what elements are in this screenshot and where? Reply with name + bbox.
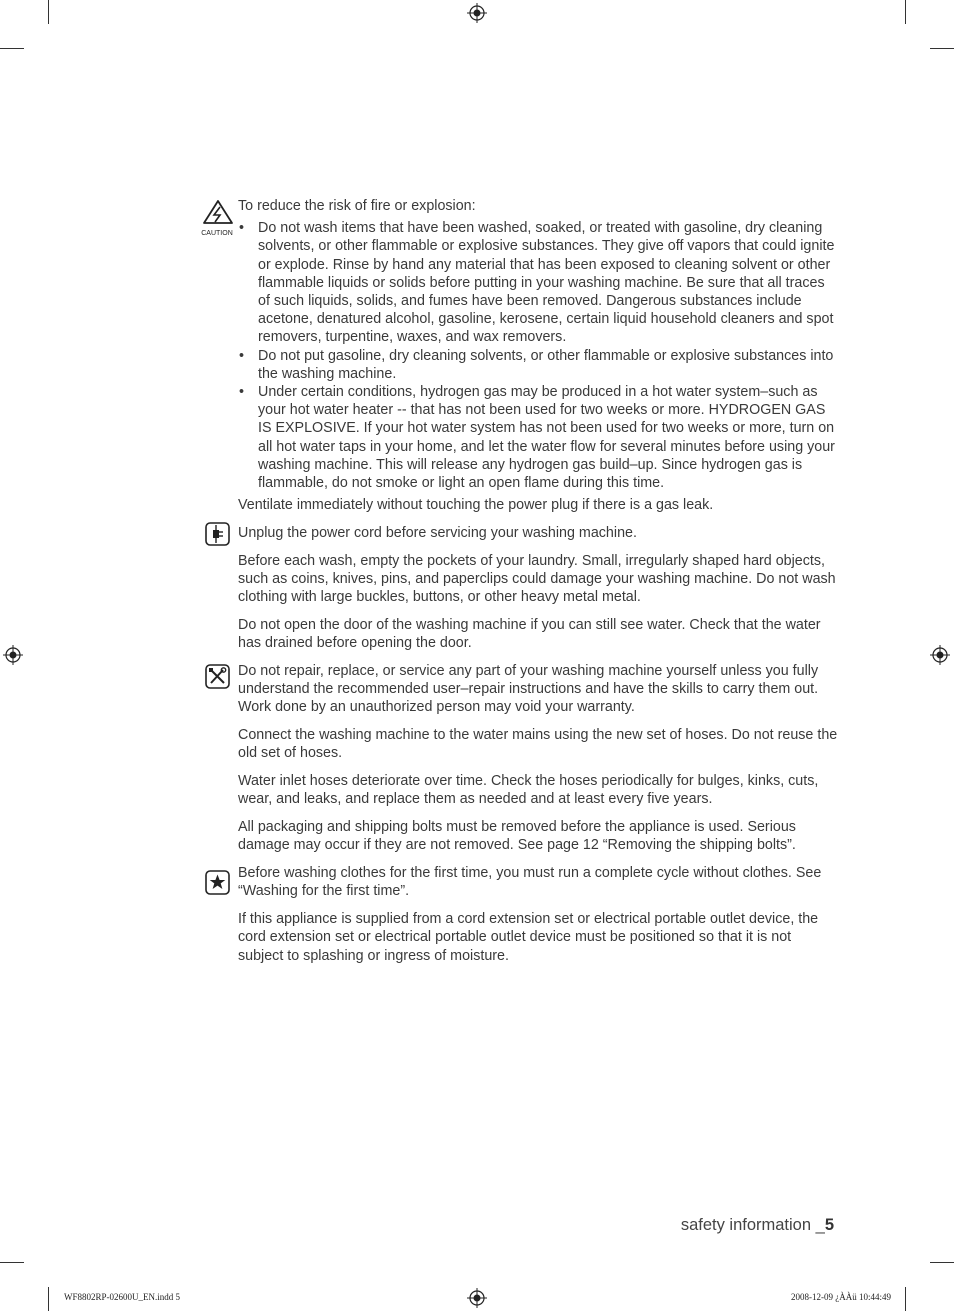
registration-mark-icon xyxy=(930,645,950,665)
caution-label: CAUTION xyxy=(201,230,233,237)
hoses-new-text: Connect the washing machine to the water mains using the new set of hoses. Do not reuse the old set of hoses. xyxy=(238,727,838,762)
caution-bullet: • Under certain conditions, hydrogen gas may be produced in a hot water system–such as your hot water heater -- that has not been used for two weeks or more. HYDROGEN GAS IS EXPLOSIVE. If your hot water system has not been used for two weeks or more, turn on all hot water taps in your home, and let the water flow for several minutes before using your washing machine. This will release any hydrogen gas build–up. Since hydrogen gas is flammable, do not smoke or light an open flame during this time. xyxy=(238,383,838,492)
first-time-text: Before washing clothes for the first time, you must run a complete cycle without clothes. See “Washing for the first time”. xyxy=(238,865,822,900)
crop-mark xyxy=(930,1262,954,1263)
section-name: safety information _ xyxy=(680,1216,825,1234)
caution-triangle-icon xyxy=(199,199,237,225)
date-slug: 2008-12-09 ¿ÀÀü 10:44:49 xyxy=(791,1292,891,1302)
repair-text: Do not repair, replace, or service any part of your washing machine yourself unless you fully understand the recommended user–repair instructions and have the skills to carry them out. Work done by an unauthorized person may void your warranty. xyxy=(238,663,819,716)
crop-mark xyxy=(0,48,24,49)
crop-mark xyxy=(905,0,906,24)
registration-mark-icon xyxy=(467,1288,487,1308)
unplug-text: Unplug the power cord before servicing your washing machine. xyxy=(238,525,637,542)
crop-mark xyxy=(930,48,954,49)
registration-mark-icon xyxy=(3,645,23,665)
registration-mark-icon xyxy=(467,3,487,23)
extension-text: If this appliance is supplied from a cord extension set or electrical portable outlet device, the cord extension set or electrical portable outlet device must be positioned so that it is not subject to splashing or ingress of moisture. xyxy=(238,911,819,964)
caution-bullet: • Do not put gasoline, dry cleaning solvents, or other flammable or explosive substances into the washing machine. xyxy=(238,347,838,383)
crop-mark xyxy=(0,1262,24,1263)
hoses-check-text: Water inlet hoses deteriorate over time. Check the hoses periodically for bulges, kinks, cuts, wear, and leaks, and replace them as needed and at least every five years. xyxy=(238,773,819,808)
unplug-icon xyxy=(205,522,230,546)
page-number: 5 xyxy=(824,1216,834,1234)
caution-bullet-list xyxy=(238,219,838,492)
caution-intro: To reduce the risk of fire or explosion: xyxy=(238,198,476,214)
caution-icon xyxy=(199,199,237,235)
caution-bullet: • Do not wash items that have been washed, soaked, or treated with gasoline, dry cleaning solvents, or other flammable or explosive substances. They give off vapors that could ignite or explode. Rinse by hand any material that has been exposed to cleaning solvent or other flammable liquids or solids before putting in your washing machine. Be sure that all traces of such liquids, solids, and fumes have been removed. Dangerous substances include acetone, denatured alcohol, gasoline, kerosene, certain liquid household cleaners and spot removers, turpentine, waxes, and wax removers. xyxy=(238,219,838,346)
crop-mark xyxy=(48,0,49,24)
safety-content xyxy=(238,197,838,965)
file-slug: WF8802RP-02600U_EN.indd 5 xyxy=(64,1292,181,1302)
page-footer-title xyxy=(681,1216,834,1235)
crop-mark xyxy=(48,1287,49,1311)
ventilate-text: Ventilate immediately without touching the power plug if there is a gas leak. xyxy=(238,497,714,514)
bolts-text: All packaging and shipping bolts must be removed before the appliance is used. Serious damage may occur if they are not removed. See page 12 “Removing the shipping bolts”. xyxy=(238,819,796,854)
star-note-icon xyxy=(205,870,230,895)
no-repair-icon xyxy=(205,664,230,689)
crop-mark xyxy=(905,1287,906,1311)
pockets-text: Before each wash, empty the pockets of your laundry. Small, irregularly shaped hard objects, such as coins, knives, pins, and paperclips could damage your washing machine. Do not wash clothing with large buckles, buttons, or other heavy metal metal. xyxy=(238,552,836,606)
door-text: Do not open the door of the washing machine if you can still see water. Check that the water has drained before opening the door. xyxy=(238,617,821,652)
